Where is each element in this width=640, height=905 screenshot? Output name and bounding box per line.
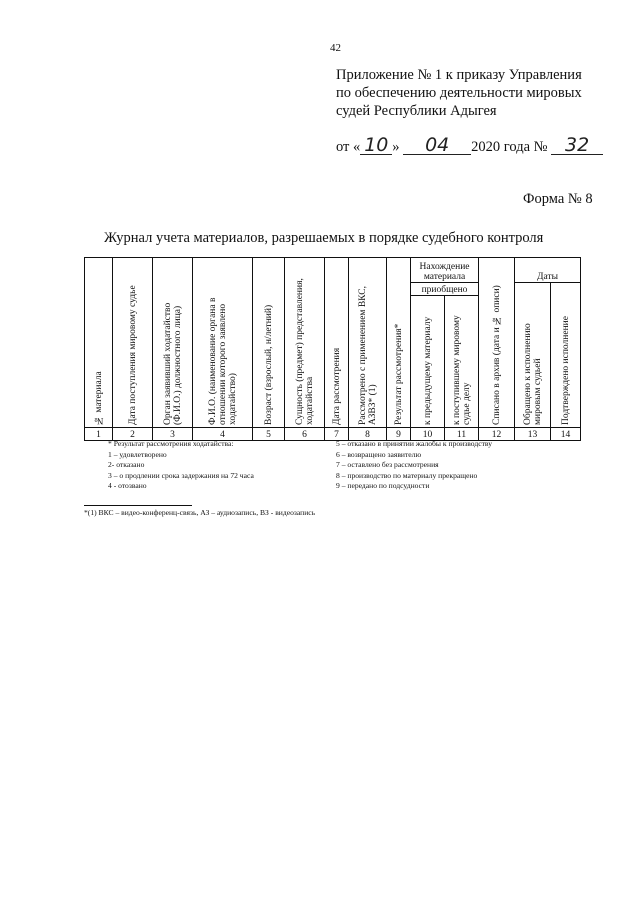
column-number: 6	[285, 428, 325, 441]
header-cell: Дата поступления мировому судье	[113, 258, 153, 428]
footnote-divider	[84, 505, 192, 506]
note-line: 3 – о продлении срока задержания на 72 часа	[108, 470, 254, 480]
column-number: 14	[551, 428, 581, 441]
column-number: 13	[515, 428, 551, 441]
note-line: 1 – удовлетворено	[108, 449, 167, 459]
order-year: 2020 года №	[471, 139, 548, 155]
header-cell: к поступившему мировому судье делу	[445, 296, 479, 428]
header-cell: Списано в архив (дата и № описи)	[479, 258, 515, 428]
header-cell: Орган заявивший ходатайство (Ф.И.О.) должностного лица)	[153, 258, 193, 428]
column-number: 3	[153, 428, 193, 441]
appendix-line: судей Республики Адыгея	[336, 103, 497, 119]
note-line: 7 – оставлено без рассмотрения	[336, 460, 439, 469]
footnote: *(1) ВКС – видео-конференц-связь, АЗ – аудиозапись, ВЗ - видеозапись	[84, 508, 316, 517]
header-cell: Подтверждено исполнение	[551, 283, 581, 428]
column-number: 2	[113, 428, 153, 441]
header-cell: Возраст (взрослый, н/летний)	[253, 258, 285, 428]
column-number: 8	[349, 428, 387, 441]
order-date-line	[336, 136, 603, 156]
column-number: 7	[325, 428, 349, 441]
header-cell: Сущность (предмет) представления, ходатайства	[285, 258, 325, 428]
note-line: 4 - отозвано	[108, 481, 147, 490]
note-line: 6 – возвращено заявителю	[336, 449, 422, 459]
header-cell: Ф.И.О. (наименование органа в отношении которого заявлено ходатайство)	[193, 258, 253, 428]
column-number: 4	[193, 428, 253, 441]
appendix-header	[336, 66, 606, 120]
appendix-line: Приложение № 1 к приказу Управления	[336, 67, 582, 83]
header-cell: к предыдущему материалу	[411, 296, 445, 428]
column-number: 12	[479, 428, 515, 441]
note-line: 2- отказано	[108, 460, 145, 469]
note-line: * Результат рассмотрения ходатайства:	[108, 439, 234, 448]
header-cell: № материала	[85, 258, 113, 428]
form-label: Форма № 8	[523, 191, 593, 207]
handwritten-month: 04	[403, 136, 471, 155]
note-line: 8 – производство по материалу прекращено	[336, 470, 478, 480]
result-codes-right	[336, 439, 492, 492]
note-line: 9 – передано по подсудности	[336, 481, 430, 490]
group-header-location: Нахождение материала	[411, 258, 479, 283]
column-number: 11	[445, 428, 479, 441]
column-number: 5	[253, 428, 285, 441]
result-codes-left	[108, 439, 254, 492]
column-number: 9	[387, 428, 411, 441]
header-cell: Дата рассмотрения	[325, 258, 349, 428]
group-header-dates: Даты	[515, 258, 581, 283]
handwritten-number: 32	[551, 136, 603, 155]
appendix-line: по обеспечению деятельности мировых	[336, 85, 582, 101]
header-cell: Обращено к исполнению мировым судьей	[515, 283, 551, 428]
page-number: 42	[330, 42, 341, 54]
journal-table	[84, 257, 581, 441]
header-cell: Рассмотрено с применением ВКС, АЗВЗ* (1)	[349, 258, 387, 428]
note-line: 5 – отказано в принятии жалобы к производству	[336, 439, 493, 448]
order-mid: »	[392, 139, 400, 155]
journal-title: Журнал учета материалов, разрешаемых в порядке судебного контроля	[104, 230, 544, 246]
column-number: 10	[411, 428, 445, 441]
column-number: 1	[85, 428, 113, 441]
order-prefix: от «	[336, 139, 361, 155]
group-header-attached: приобщено	[411, 283, 479, 296]
header-cell: Результат рассмотрения*	[387, 258, 411, 428]
handwritten-day: 10	[360, 136, 392, 155]
